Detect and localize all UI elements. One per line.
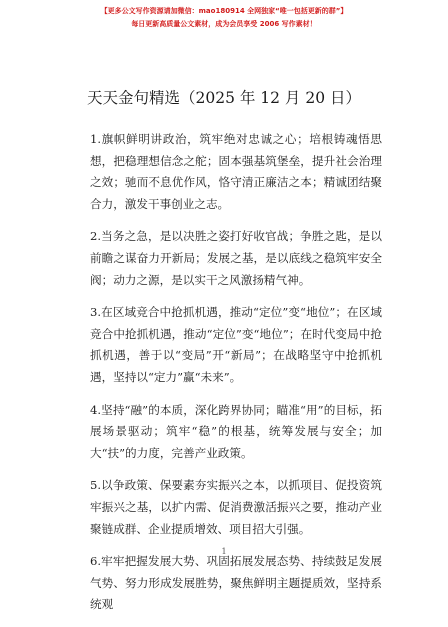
paragraph-2: 2.当务之急，是以决胜之姿打好收官战；争胜之匙，是以前瞻之谋奋力开新局；发展之基，是以底线之稳筑牢安全阀；动力之源，是以实干之风激扬精气神。 — [90, 229, 382, 287]
paragraph-6: 6.牢牢把握发展大势、巩固拓展发展态势、持续鼓足发展气势、努力形成发展胜势，聚焦鲜明主题提质效，坚持系统观 — [90, 554, 382, 612]
promo-banner-line-2: 每日更新高质量公文素材，成为会员享受 2006 写作素材！ — [131, 20, 317, 28]
page-number: 1 — [221, 547, 227, 556]
paragraph-4: 4.坚持“融”的本质，深化跨界协同；瞄准“用”的目标，拓展场景驱动；筑牢“稳”的根基，统筹发展与安全；加大“扶”的力度，完善产业政策。 — [90, 402, 382, 460]
document-title: 天天金句精选（2025 年 12 月 20 日） — [86, 89, 362, 107]
paragraph-5: 5.以争政策、保要素夯实振兴之本，以抓项目、促投资筑牢振兴之基，以扩内需、促消费激活振兴之要，推动产业聚链成群、企业提质增效、项目招大引强。 — [90, 478, 382, 536]
paragraph-3: 3.在区域竞合中抢抓机遇，推动“定位”变“地位”；在区域竞合中抢抓机遇，推动“定位”变“地位”；在时代变局中抢抓机遇，善于以“变局”开“新局”；在战略坚守中抢抓机遇，坚持以“定力”赢“未来”。 — [90, 305, 382, 384]
paragraph-1: 1.旗帜鲜明讲政治，筑牢绝对忠诚之心；培根铸魂悟思想，把稳理想信念之舵；固本强基筑堡垒，提升社会治理之效；驰而不息优作风，恪守清正廉洁之本；精诚团结聚合力，激发干事创业之志。 — [90, 132, 382, 211]
promo-banner-line-1: 【更多公文写作资源请加微信：mao180914 全网独家“唯一包括更新的群”】 — [100, 7, 348, 15]
